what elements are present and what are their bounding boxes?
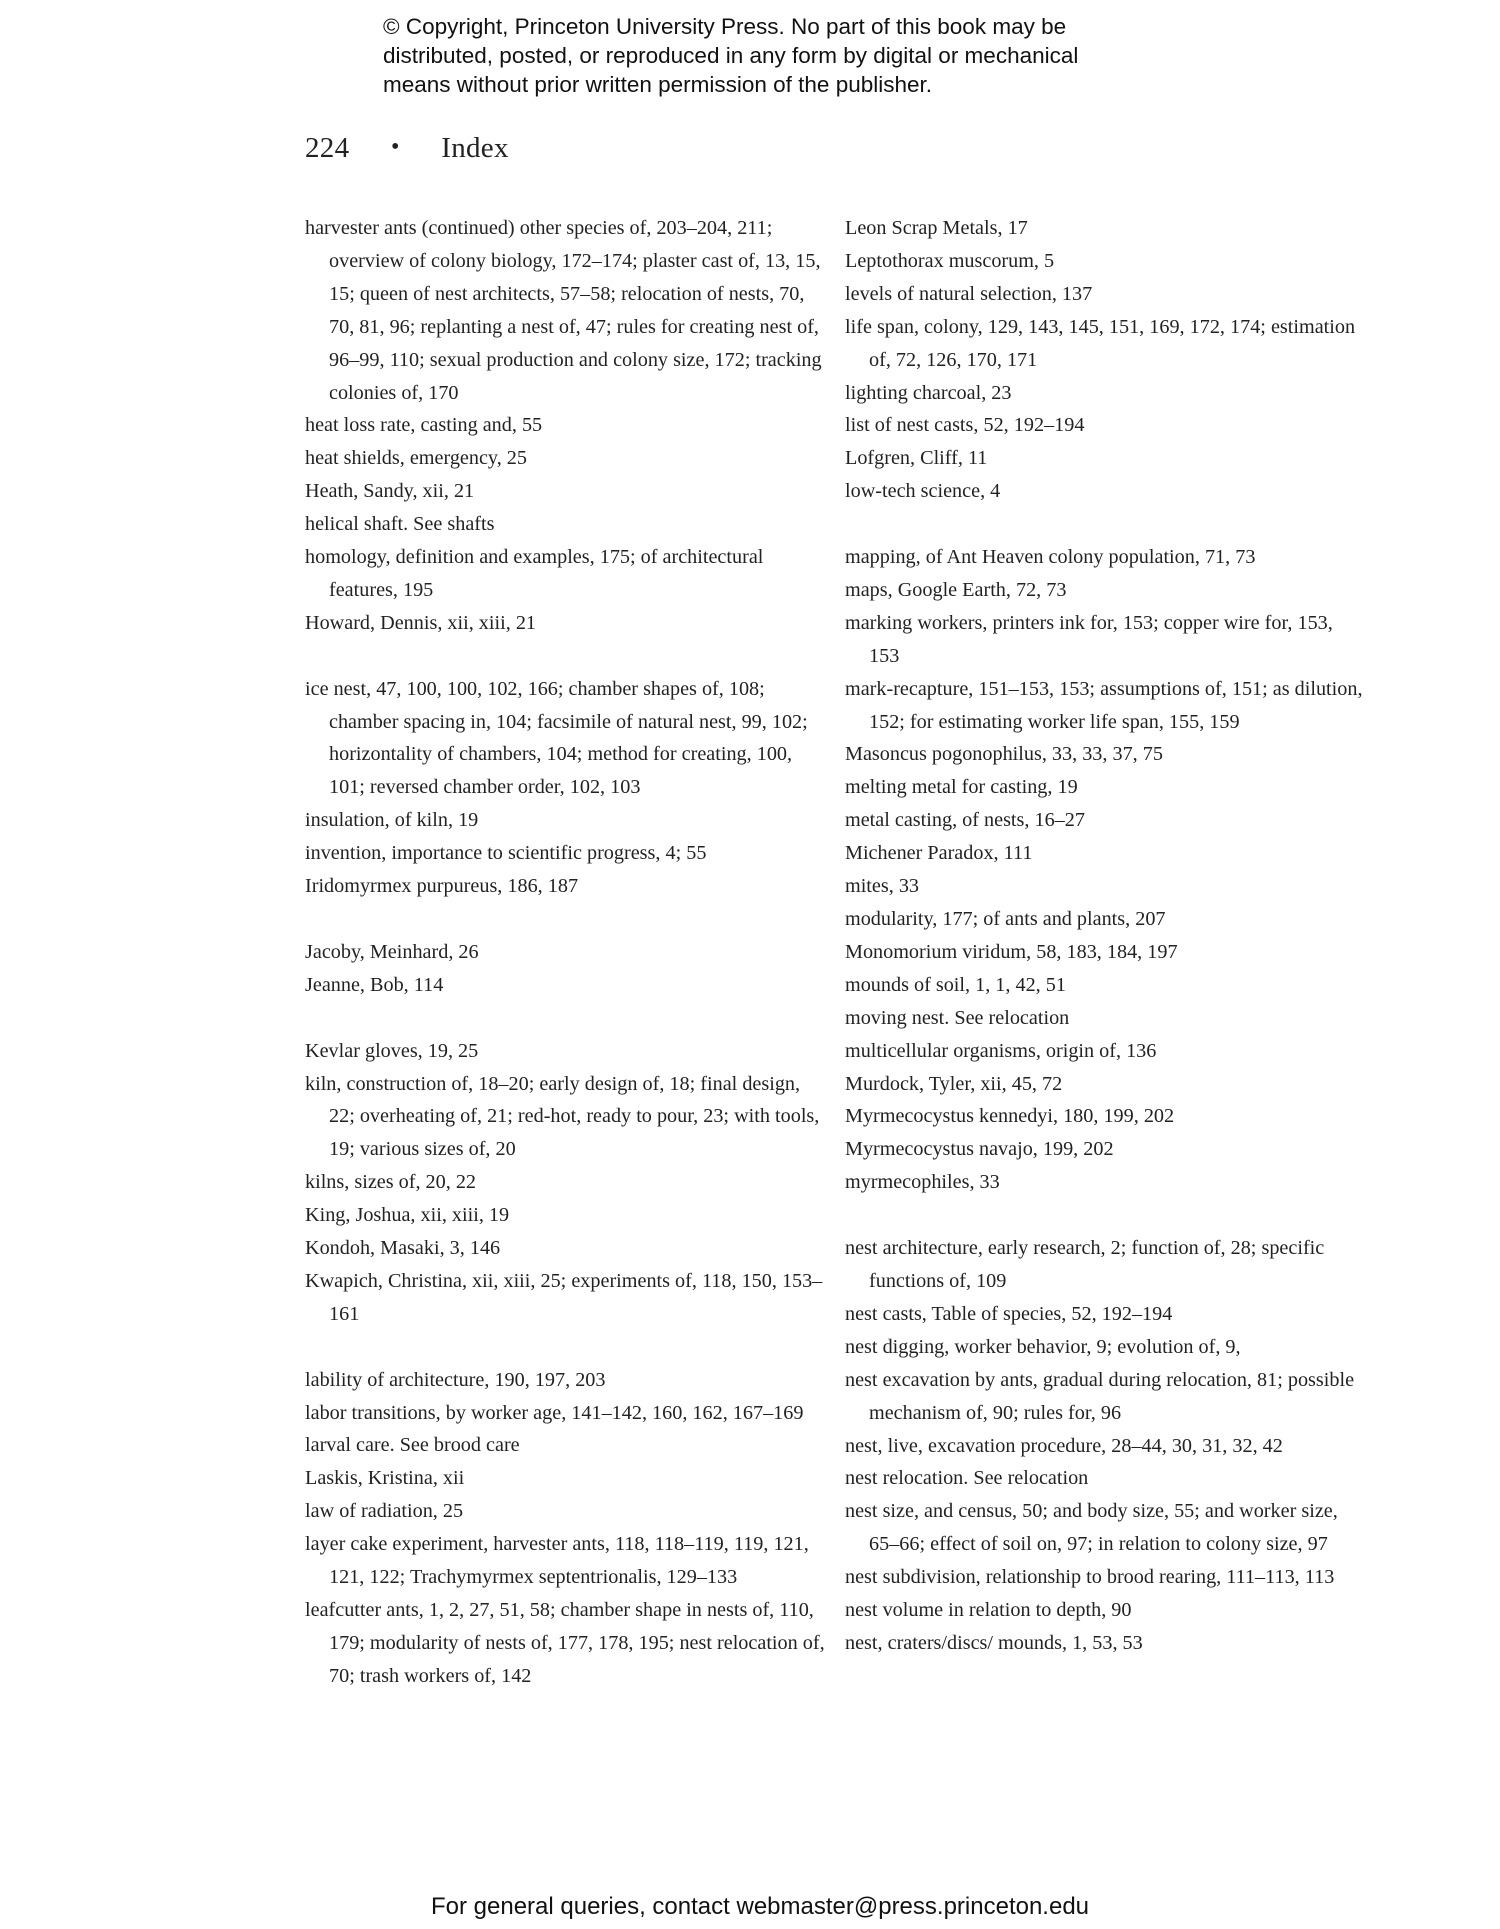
index-entry: Michener Paradox, 111 — [845, 842, 1033, 865]
index-entry: harvester ants (continued) other species of, 203–204, 211; overview of colony biology, 172–174; plaster cast of, 13, 15, 15; queen of nest architects, 57–58; relocation of nests, 70, 70, 81, 96; replanting a nest of, 47; rules for creating nest of, 96–99, 110; sexual production and colony size, 172; tracking colonies of, 170 — [305, 217, 822, 404]
index-entry: levels of natural selection, 137 — [845, 282, 1093, 305]
index-entry: layer cake experiment, harvester ants, 118, 118–119, 119, 121, 121, 122; Trachymyrmex septentrionalis, 129–133 — [305, 1533, 809, 1589]
index-entry: Laskis, Kristina, xii — [305, 1467, 465, 1490]
page-number: 224 — [305, 132, 350, 164]
index-entry: Leptothorax muscorum, 5 — [845, 249, 1055, 272]
index-entry: kilns, sizes of, 20, 22 — [305, 1171, 477, 1194]
index-entry: insulation, of kiln, 19 — [305, 809, 479, 832]
index-entry: modularity, 177; of ants and plants, 207 — [845, 908, 1166, 931]
index-entry: multicellular organisms, origin of, 136 — [845, 1039, 1157, 1062]
index-entry: Howard, Dennis, xii, xiii, 21 — [305, 611, 537, 634]
index-entry: Myrmecocystus navajo, 199, 202 — [845, 1138, 1114, 1161]
index-entry: Jeanne, Bob, 114 — [305, 973, 444, 996]
index-column-right — [845, 212, 1365, 1660]
index-entry: nest subdivision, relationship to brood rearing, 111–113, 113 — [845, 1566, 1335, 1589]
index-entry: nest, live, excavation procedure, 28–44, 30, 31, 32, 42 — [845, 1434, 1283, 1457]
index-entry: Iridomyrmex purpureus, 186, 187 — [305, 875, 579, 898]
copyright-line: distributed, posted, or reproduced in any form by digital or mechanical — [383, 43, 1079, 68]
index-entry: law of radiation, 25 — [305, 1500, 464, 1523]
index-entry: low-tech science, 4 — [845, 480, 1001, 503]
letter-gap — [305, 640, 825, 673]
copyright-line: means without prior written permission of the publisher. — [383, 72, 933, 97]
running-head — [305, 132, 509, 165]
index-entry: list of nest casts, 52, 192–194 — [845, 414, 1085, 437]
index-entry: leafcutter ants, 1, 2, 27, 51, 58; chamber shape in nests of, 110, 179; modularity of nests of, 177, 178, 195; nest relocation of, 70; trash workers of, 142 — [305, 1599, 825, 1687]
index-entry: nest architecture, early research, 2; function of, 28; specific functions of, 109 — [845, 1237, 1325, 1292]
page-title: Index — [441, 132, 509, 164]
index-entry: marking workers, printers ink for, 153; copper wire for, 153, 153 — [845, 611, 1333, 667]
index-entry: myrmecophiles, 33 — [845, 1171, 1000, 1194]
index-entry: nest excavation by ants, gradual during relocation, 81; possible mechanism of, 90; rules for, 96 — [845, 1368, 1355, 1424]
index-entry: Myrmecocystus kennedyi, 180, 199, 202 — [845, 1105, 1175, 1128]
index-entry: Kondoh, Masaki, 3, 146 — [305, 1237, 501, 1260]
index-entry: Monomorium viridum, 58, 183, 184, 197 — [845, 940, 1178, 963]
index-entry: labor transitions, by worker age, 141–142, 160, 162, 167–169 — [305, 1401, 804, 1424]
index-entry: Masoncus pogonophilus, 33, 33, 37, 75 — [845, 743, 1163, 766]
index-entry: Kevlar gloves, 19, 25 — [305, 1039, 479, 1062]
index-entry: homology, definition and examples, 175; of architectural features, 195 — [305, 546, 764, 601]
index-entry: nest size, and census, 50; and body size, 55; and worker size, 65–66; effect of soil on, 97; in relation to colony size, 97 — [845, 1500, 1338, 1556]
index-column-left — [305, 212, 825, 1693]
index-entry: Murdock, Tyler, xii, 45, 72 — [845, 1072, 1063, 1095]
bullet-separator: • — [390, 134, 400, 160]
index-entry: Leon Scrap Metals, 17 — [845, 217, 1028, 239]
index-entry: maps, Google Earth, 72, 73 — [845, 578, 1067, 601]
copyright-notice — [383, 12, 1183, 99]
index-entry: metal casting, of nests, 16–27 — [845, 809, 1085, 832]
index-entry: life span, colony, 129, 143, 145, 151, 169, 172, 174; estimation of, 72, 126, 170, 171 — [845, 315, 1356, 371]
footer-contact: For general queries, contact webmaster@press.princeton.edu — [430, 1893, 1090, 1920]
index-entry: heat loss rate, casting and, 55 — [305, 414, 543, 437]
index-entry: mark-recapture, 151–153, 153; assumptions of, 151; as dilution, 152; for estimating worker life span, 155, 159 — [845, 677, 1363, 733]
index-entry: nest digging, worker behavior, 9; evolution of, 9, — [845, 1335, 1241, 1358]
index-entry: invention, importance to scientific progress, 4; 55 — [305, 842, 707, 865]
index-entry: Heath, Sandy, xii, 21 — [305, 480, 475, 503]
index-entry: nest, craters/discs/ mounds, 1, 53, 53 — [845, 1631, 1143, 1654]
index-entry: larval care. See brood care — [305, 1434, 520, 1457]
index-entry: mapping, of Ant Heaven colony population, 71, 73 — [845, 546, 1256, 569]
index-entry: lighting charcoal, 23 — [845, 381, 1012, 404]
letter-gap — [305, 1331, 825, 1364]
index-entry: heat shields, emergency, 25 — [305, 447, 527, 470]
index-entry: Lofgren, Cliff, 11 — [845, 447, 988, 470]
letter-gap — [845, 508, 1365, 541]
index-entry: mounds of soil, 1, 1, 42, 51 — [845, 973, 1066, 996]
copyright-line: © Copyright, Princeton University Press. No part of this book may be — [383, 14, 1067, 39]
letter-gap — [845, 1199, 1365, 1232]
index-entry: helical shaft. See shafts — [305, 513, 495, 536]
index-entry: nest volume in relation to depth, 90 — [845, 1599, 1132, 1622]
index-entry: melting metal for casting, 19 — [845, 776, 1078, 799]
index-entry: moving nest. See relocation — [845, 1006, 1070, 1029]
index-entry: ice nest, 47, 100, 100, 102, 166; chamber shapes of, 108; chamber spacing in, 104; facsimile of natural nest, 99, 102; horizontality of chambers, 104; method for creating, 100, 101; reversed chamber order, 102, 103 — [305, 677, 808, 799]
index-entry: Kwapich, Christina, xii, xiii, 25; experiments of, 118, 150, 153–161 — [305, 1269, 823, 1325]
letter-gap — [305, 903, 825, 936]
index-entry: King, Joshua, xii, xiii, 19 — [305, 1204, 510, 1227]
index-entry: nest casts, Table of species, 52, 192–194 — [845, 1302, 1173, 1325]
index-entry: mites, 33 — [845, 875, 920, 898]
index-entry: nest relocation. See relocation — [845, 1467, 1089, 1490]
index-entry: kiln, construction of, 18–20; early design of, 18; final design, 22; overheating of, 21; red-hot, ready to pour, 23; with tools, 19; various sizes of, 20 — [305, 1072, 820, 1161]
index-entry: lability of architecture, 190, 197, 203 — [305, 1368, 606, 1391]
letter-gap — [305, 1002, 825, 1035]
index-entry: Jacoby, Meinhard, 26 — [305, 940, 479, 963]
